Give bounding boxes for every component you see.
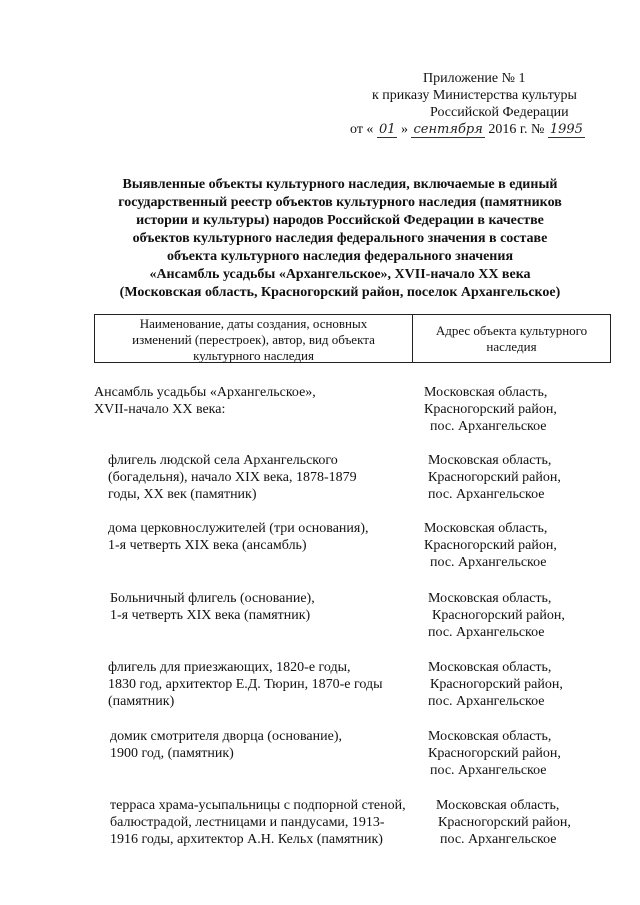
title-line: (Московская область, Красногорский район, поселок Архангельское) xyxy=(119,285,561,300)
address-line: пос. Архангельское xyxy=(428,694,545,709)
address-line: пос. Архангельское xyxy=(430,419,547,434)
address-line: Красногорский район, xyxy=(424,538,557,553)
object-name-line: Больничный флигель (основание), xyxy=(110,591,315,606)
object-name xyxy=(110,728,460,762)
document-title xyxy=(88,176,592,302)
appendix-number: Приложение № 1 xyxy=(423,71,526,86)
object-name xyxy=(94,384,444,418)
title-line: объектов культурного наследия федерального значения в составе xyxy=(132,231,548,246)
title-line: «Ансамбль усадьбы «Архангельское», XVII-начало XX века xyxy=(149,267,531,282)
column-header-line: изменений (перестроек), автор, вид объекта xyxy=(132,332,375,347)
appendix-block xyxy=(340,70,620,138)
object-name-line: 1-я четверть XIX века (ансамбль) xyxy=(108,538,307,553)
address-line: Красногорский район, xyxy=(438,815,571,830)
address-line: пос. Архангельское xyxy=(430,555,547,570)
date-mid: » xyxy=(400,122,408,137)
date-prefix: от « xyxy=(350,122,374,137)
object-name-line: годы, XX век (памятник) xyxy=(108,487,257,502)
address-line: Московская область, xyxy=(436,798,560,813)
address-line: Московская область, xyxy=(424,521,548,536)
object-address xyxy=(424,520,624,571)
column-header-line: Наименование, даты создания, основных xyxy=(139,316,368,331)
object-name xyxy=(110,590,460,624)
object-name xyxy=(108,452,458,503)
column-header-name xyxy=(95,315,413,362)
object-name-line: 1-я четверть XIX века (памятник) xyxy=(110,608,311,623)
date-year: 2016 г. № xyxy=(488,122,545,137)
address-line: Московская область, xyxy=(428,729,552,744)
object-name-line: 1830 год, архитектор Е.Д. Тюрин, 1870-е годы xyxy=(108,677,383,692)
handwritten-day: 01 xyxy=(378,122,396,137)
object-address xyxy=(424,384,624,435)
address-line: пос. Архангельское xyxy=(428,625,545,640)
address-line: пос. Архангельское xyxy=(428,487,545,502)
object-name xyxy=(108,659,458,710)
column-header-line: наследия xyxy=(486,339,537,354)
table-header xyxy=(94,314,611,363)
address-line: Красногорский район, xyxy=(430,677,563,692)
title-line: Выявленные объекты культурного наследия, включаемые в единый xyxy=(122,177,558,192)
address-line: Красногорский район, xyxy=(428,470,561,485)
appendix-date-line xyxy=(340,121,620,138)
object-name-line: флигель людской села Архангельского xyxy=(108,453,338,468)
object-address xyxy=(436,797,636,848)
handwritten-number: 1995 xyxy=(549,122,583,137)
object-name-line: (памятник) xyxy=(108,694,175,709)
address-line: Московская область, xyxy=(428,591,552,606)
object-address xyxy=(428,590,628,641)
address-line: пос. Архангельское xyxy=(430,763,547,778)
object-address xyxy=(428,728,628,779)
object-name-line: дома церковнослужителей (три основания), xyxy=(108,521,369,536)
title-line: истории и культуры) народов Российской Федерации в качестве xyxy=(136,213,544,228)
address-line: Московская область, xyxy=(428,660,552,675)
appendix-order-ref: к приказу Министерства культуры xyxy=(372,88,577,103)
object-name-line: балюстрадой, лестницами и пандусами, 1913- xyxy=(110,815,385,830)
address-line: Московская область, xyxy=(424,385,548,400)
column-header-line: Адрес объекта культурного xyxy=(435,323,588,338)
object-name-line: 1916 годы, архитектор А.Н. Кельх (памятник) xyxy=(110,832,383,847)
object-name-line: XVII-начало XX века: xyxy=(94,402,226,417)
object-name-line: домик смотрителя дворца (основание), xyxy=(110,729,342,744)
address-line: пос. Архангельское xyxy=(440,832,557,847)
title-line: объекта культурного наследия федерального значения xyxy=(166,249,514,264)
address-line: Московская область, xyxy=(428,453,552,468)
object-name-line: (богадельня), начало XIX века, 1878-1879 xyxy=(108,470,357,485)
object-address xyxy=(428,452,628,503)
object-name-line: флигель для приезжающих, 1820-е годы, xyxy=(108,660,351,675)
object-name-line: 1900 год, (памятник) xyxy=(110,746,234,761)
object-name xyxy=(110,797,460,848)
column-header-line: культурного наследия xyxy=(193,348,314,363)
address-line: Красногорский район, xyxy=(424,402,557,417)
object-name-line: терраса храма-усыпальницы с подпорной стеной, xyxy=(110,798,406,813)
object-name-line: Ансамбль усадьбы «Архангельское», xyxy=(94,385,316,400)
address-line: Красногорский район, xyxy=(428,746,561,761)
object-address xyxy=(428,659,628,710)
handwritten-month: сентября xyxy=(413,122,483,137)
appendix-federation: Российской Федерации xyxy=(430,105,569,120)
column-header-address xyxy=(413,315,610,362)
address-line: Красногорский район, xyxy=(432,608,565,623)
title-line: государственный реестр объектов культурного наследия (памятников xyxy=(118,195,562,210)
object-name xyxy=(108,520,458,554)
